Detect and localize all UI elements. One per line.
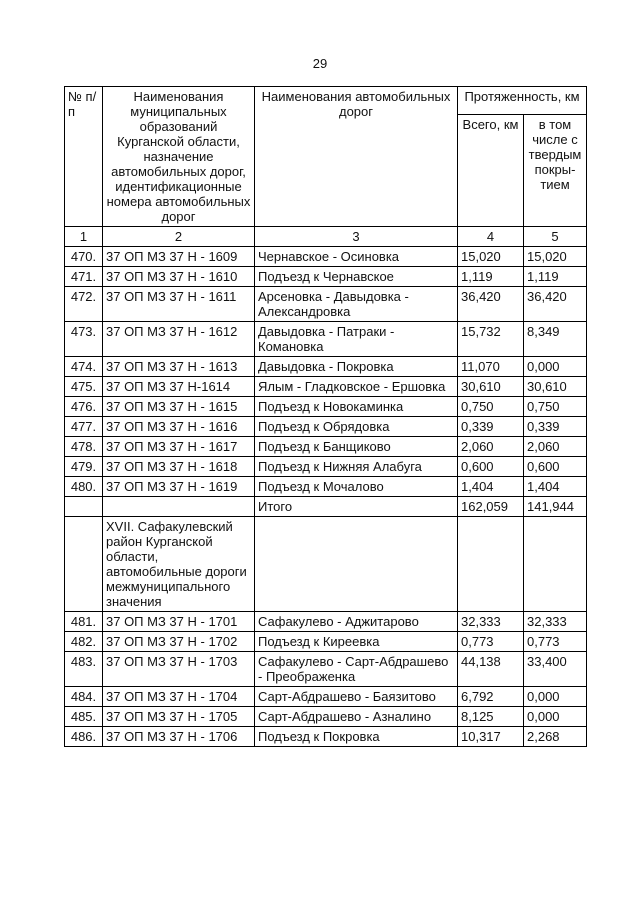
- length-hard: 33,400: [524, 652, 587, 687]
- length-hard: 30,610: [524, 377, 587, 397]
- length-hard: 2,060: [524, 437, 587, 457]
- road-id: 37 ОП МЗ 37 Н - 1706: [103, 727, 255, 747]
- row-number: 479.: [65, 457, 103, 477]
- table-row: [65, 397, 587, 417]
- column-number: 1: [65, 227, 103, 247]
- table-row: [65, 687, 587, 707]
- road-name: Подъезд к Киреевка: [255, 632, 458, 652]
- table-row: [65, 612, 587, 632]
- road-name: Подъезд к Покровка: [255, 727, 458, 747]
- table-row: [65, 517, 587, 612]
- road-name: Давыдовка - Покровка: [255, 357, 458, 377]
- row-number: 476.: [65, 397, 103, 417]
- road-id: 37 ОП МЗ 37 Н - 1611: [103, 287, 255, 322]
- row-number: 471.: [65, 267, 103, 287]
- row-number: [65, 517, 103, 612]
- length-hard: 8,349: [524, 322, 587, 357]
- header-road: Наименования автомобильных дорог: [255, 87, 458, 227]
- road-id: 37 ОП МЗ 37 Н - 1613: [103, 357, 255, 377]
- road-name: Итого: [255, 497, 458, 517]
- row-number: 478.: [65, 437, 103, 457]
- length-total: 2,060: [458, 437, 524, 457]
- road-id: 37 ОП МЗ 37 Н - 1704: [103, 687, 255, 707]
- length-hard: 0,000: [524, 357, 587, 377]
- row-number: 483.: [65, 652, 103, 687]
- table-row: [65, 357, 587, 377]
- road-name: [255, 517, 458, 612]
- table-row: [65, 417, 587, 437]
- length-hard: 0,773: [524, 632, 587, 652]
- column-numbers-row: [65, 227, 587, 247]
- header-municipal: Наименования муниципальных образований Курганской области, назначение автомобильных дорог, идентификационные номера автомобильных дорог: [103, 87, 255, 227]
- road-name: Подъезд к Мочалово: [255, 477, 458, 497]
- road-id: 37 ОП МЗ 37 Н - 1612: [103, 322, 255, 357]
- length-hard: [524, 517, 587, 612]
- road-name: Подъезд к Нижняя Алабуга: [255, 457, 458, 477]
- table-row: [65, 652, 587, 687]
- length-total: 10,317: [458, 727, 524, 747]
- table-row: [65, 632, 587, 652]
- road-id: 37 ОП МЗ 37 Н - 1618: [103, 457, 255, 477]
- road-name: Подъезд к Чернавское: [255, 267, 458, 287]
- row-number: 486.: [65, 727, 103, 747]
- length-total: 15,732: [458, 322, 524, 357]
- length-total: 0,773: [458, 632, 524, 652]
- column-number: 5: [524, 227, 587, 247]
- length-hard: 1,119: [524, 267, 587, 287]
- road-name: Давыдовка - Патраки - Комановка: [255, 322, 458, 357]
- road-id: 37 ОП МЗ 37 Н - 1615: [103, 397, 255, 417]
- row-number: 485.: [65, 707, 103, 727]
- length-total: 44,138: [458, 652, 524, 687]
- header-total: Всего, км: [458, 115, 524, 227]
- row-number: [65, 497, 103, 517]
- row-number: 484.: [65, 687, 103, 707]
- road-id: 37 ОП МЗ 37 Н - 1609: [103, 247, 255, 267]
- table-row: [65, 457, 587, 477]
- length-total: 8,125: [458, 707, 524, 727]
- table-row: [65, 247, 587, 267]
- road-id: 37 ОП МЗ 37 Н - 1616: [103, 417, 255, 437]
- row-number: 474.: [65, 357, 103, 377]
- length-hard: 0,000: [524, 687, 587, 707]
- road-id: XVII. Сафакулевский район Курганской области, автомобильные дороги межмуниципального значения: [103, 517, 255, 612]
- row-number: 482.: [65, 632, 103, 652]
- length-hard: 0,000: [524, 707, 587, 727]
- road-name: Подъезд к Банщиково: [255, 437, 458, 457]
- road-id: 37 ОП МЗ 37 Н - 1701: [103, 612, 255, 632]
- page-number: 29: [312, 56, 328, 71]
- table-row: [65, 377, 587, 397]
- table-row: [65, 322, 587, 357]
- length-total: 1,404: [458, 477, 524, 497]
- length-hard: 32,333: [524, 612, 587, 632]
- table-row: [65, 497, 587, 517]
- column-number: 4: [458, 227, 524, 247]
- table-row: [65, 477, 587, 497]
- length-hard: 141,944: [524, 497, 587, 517]
- length-total: 0,750: [458, 397, 524, 417]
- table-row: [65, 707, 587, 727]
- row-number: 480.: [65, 477, 103, 497]
- row-number: 481.: [65, 612, 103, 632]
- length-hard: 36,420: [524, 287, 587, 322]
- row-number: 470.: [65, 247, 103, 267]
- length-hard: 0,339: [524, 417, 587, 437]
- row-number: 475.: [65, 377, 103, 397]
- road-name: Сарт-Абдрашево - Баязитово: [255, 687, 458, 707]
- table-row: [65, 287, 587, 322]
- length-total: [458, 517, 524, 612]
- length-total: 30,610: [458, 377, 524, 397]
- table-row: [65, 437, 587, 457]
- row-number: 473.: [65, 322, 103, 357]
- header-num: № п/п: [65, 87, 103, 227]
- length-hard: 1,404: [524, 477, 587, 497]
- road-name: Арсеновка - Давыдовка - Александровка: [255, 287, 458, 322]
- length-total: 1,119: [458, 267, 524, 287]
- road-name: Сафакулево - Аджитарово: [255, 612, 458, 632]
- row-number: 472.: [65, 287, 103, 322]
- length-total: 32,333: [458, 612, 524, 632]
- column-number: 2: [103, 227, 255, 247]
- length-total: 0,600: [458, 457, 524, 477]
- roads-table: [64, 86, 587, 747]
- road-name: Подъезд к Новокаминка: [255, 397, 458, 417]
- column-number: 3: [255, 227, 458, 247]
- length-hard: 0,600: [524, 457, 587, 477]
- road-id: 37 ОП МЗ 37 Н-1614: [103, 377, 255, 397]
- length-total: 6,792: [458, 687, 524, 707]
- length-hard: 15,020: [524, 247, 587, 267]
- road-id: 37 ОП МЗ 37 Н - 1610: [103, 267, 255, 287]
- length-total: 15,020: [458, 247, 524, 267]
- length-hard: 0,750: [524, 397, 587, 417]
- length-total: 162,059: [458, 497, 524, 517]
- length-total: 0,339: [458, 417, 524, 437]
- road-name: Сарт-Абдрашево - Азналино: [255, 707, 458, 727]
- length-total: 11,070: [458, 357, 524, 377]
- road-name: Подъезд к Обрядовка: [255, 417, 458, 437]
- table-row: [65, 267, 587, 287]
- road-name: Чернавское - Осиновка: [255, 247, 458, 267]
- road-id: 37 ОП МЗ 37 Н - 1617: [103, 437, 255, 457]
- road-id: [103, 497, 255, 517]
- length-hard: 2,268: [524, 727, 587, 747]
- row-number: 477.: [65, 417, 103, 437]
- length-total: 36,420: [458, 287, 524, 322]
- table-row: [65, 727, 587, 747]
- header-hard: в том числе с твердым покры-тием: [524, 115, 587, 227]
- header-length: Протяженность, км: [458, 87, 587, 115]
- road-name: Ялым - Гладковское - Ершовка: [255, 377, 458, 397]
- road-id: 37 ОП МЗ 37 Н - 1703: [103, 652, 255, 687]
- road-id: 37 ОП МЗ 37 Н - 1702: [103, 632, 255, 652]
- road-id: 37 ОП МЗ 37 Н - 1705: [103, 707, 255, 727]
- road-name: Сафакулево - Сарт-Абдрашево - Преображенка: [255, 652, 458, 687]
- road-id: 37 ОП МЗ 37 Н - 1619: [103, 477, 255, 497]
